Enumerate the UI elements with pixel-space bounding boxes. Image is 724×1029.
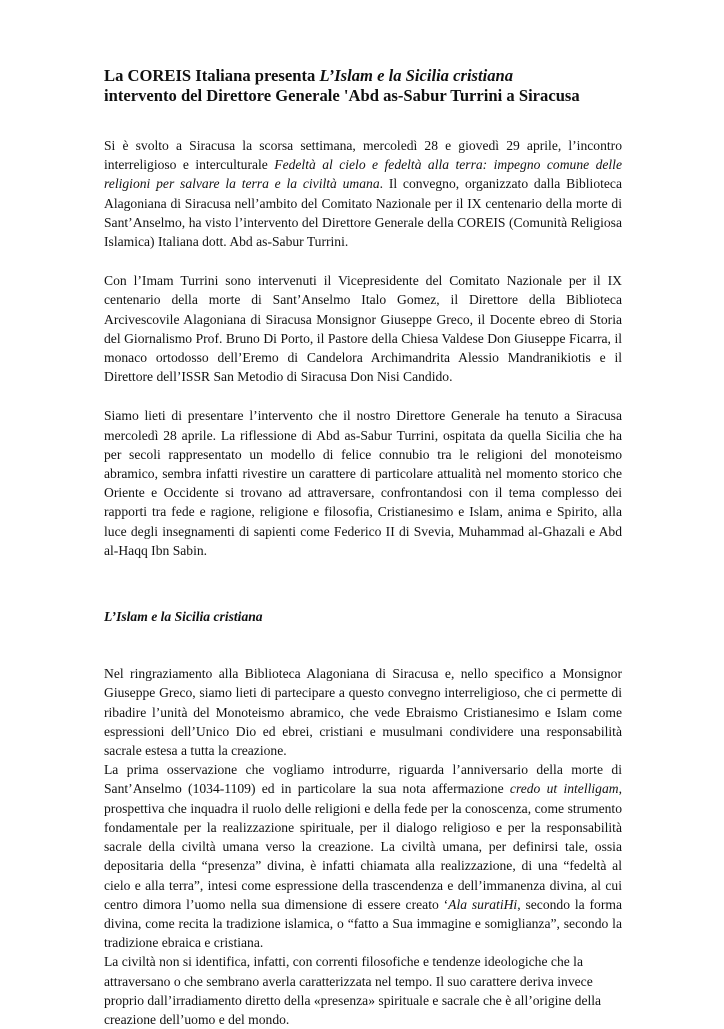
- section-paragraph-3: La civiltà non si identifica, infatti, con correnti filosofiche e tendenze ideologiche che la attraversano o che sembrano averla caratterizzata nel tempo. Il suo carattere deriva invece proprio dall’irradiamento diretto della «presenza» spirituale e sacrale che è all’origine della creazione dell’uomo e del mondo.: [104, 954, 602, 1027]
- title-italic: L’Islam e la Sicilia cristiana: [319, 66, 514, 85]
- section-p2-text-a: La prima osservazione che vogliamo introdurre, riguarda l’anniversario della morte di Sant’Anselmo (1034-1109) ed in particolare la sua nota affermazione: [104, 762, 622, 797]
- section-p2-italic-1: credo ut intelligam: [509, 781, 619, 797]
- section-paragraph-2: [104, 760, 622, 952]
- intro-paragraph-3: Siamo lieti di presentare l’intervento che il nostro Direttore Generale ha tenuto a Siracusa mercoledì 28 aprile. La riflessione di Abd as-Sabur Turrini, ospitata da quella Sicilia che ha per secoli rappresentato un modello di felice connubio tra le religioni del monoteismo abramico, sembra infatti rivestire un carattere di particolare attualità nel momento storico che Oriente e Occidente si trovano ad attraversare, confrontandosi con il tema complesso dei rapporti tra fede e ragione, religione e filosofia, Cristianesimo e Islam, anima e Spirito, alla luce degli insegnamenti di sapienti come Federico II di Svevia, Muhammad al-Ghazali e Abd al-Haqq Ibn Sabin.: [104, 408, 622, 558]
- intro-paragraph-1: [104, 136, 622, 251]
- intro-p1-italic: Fedeltà al cielo e fedeltà alla terra: impegno comune delle religioni per salvare la terra e la civiltà umana: [104, 157, 622, 192]
- document-title: [104, 66, 622, 106]
- section-subtitle: L’Islam e la Sicilia cristiana: [104, 609, 263, 625]
- document-page: [104, 66, 622, 1029]
- title-line-2: intervento del Direttore Generale 'Abd as-Sabur Turrini a Siracusa: [104, 86, 580, 105]
- intro-p1-text-a: Si è svolto a Siracusa la scorsa settimana, mercoledì 28 e giovedì 29 aprile, l’incontro interreligioso e interculturale: [104, 138, 622, 173]
- intro-paragraph-2: Con l’Imam Turrini sono intervenuti il Vicepresidente del Comitato Nazionale per il IX centenario della morte di Sant’Anselmo Italo Gomez, il Direttore della Biblioteca Arcivescovile Alagoniana di Siracusa Monsignor Giuseppe Greco, il Docente ebreo di Storia del Giornalismo Prof. Bruno Di Porto, il Pastore della Chiesa Valdese Don Giuseppe Ficarra, il monaco ortodosso dell’Eremo di Candelora Archimandrita Alessio Mandranikiotis e il Direttore dell’ISSR San Metodio di Siracusa Don Nisi Candido.: [104, 273, 622, 385]
- section-p2-text-c: , prospettiva che inquadra il ruolo delle religioni e della fede per la conoscenza, come strumento fondamentale per la realizzazione spirituale, per il dialogo religioso e per la responsabilità sacrale della civiltà umana verso la creazione. La civiltà umana, per definirsi tale, ossia depositaria della “presenza” divina, è infatti chiamata alla realizzazione, di una “fedeltà al cielo e alla terra”, intesi come espressione della trascendenza e dell’immanenza divina, al cui centro dimora l’uomo nella sua dimensione di essere creato ‘: [104, 781, 622, 912]
- section-p2-italic-2: Ala suratiHi: [448, 896, 518, 912]
- section-p2-text-e: , secondo la forma divina, come recita la tradizione islamica, o “fatto a Sua immagine e somiglianza”, secondo la tradizione ebraica e cristiana.: [104, 896, 622, 951]
- section-paragraph-1: Nel ringraziamento alla Biblioteca Alagoniana di Siracusa e, nello specifico a Monsignor Giuseppe Greco, siamo lieti di partecipare a questo convegno interreligioso, che ci permette di ribadire l’unità del Monoteismo abramico, che vede Ebraismo Cristianesimo e Islam come espressioni dell’Unico Dio ed ebrei, cristiani e musulmani condividere una responsabilità sacrale estesa a tutta la creazione.: [104, 666, 622, 759]
- intro-p1-text-c: . Il convegno, organizzato dalla Biblioteca Alagoniana di Siracusa nell’ambito del Comitato Nazionale per il IX centenario della morte di Sant’Anselmo, ha visto l’intervento del Direttore Generale della COREIS (Comunità Religiosa Islamica) Italiana dott. Abd as-Sabur Turrini.: [104, 176, 622, 250]
- title-prefix: La COREIS Italiana presenta: [104, 66, 320, 85]
